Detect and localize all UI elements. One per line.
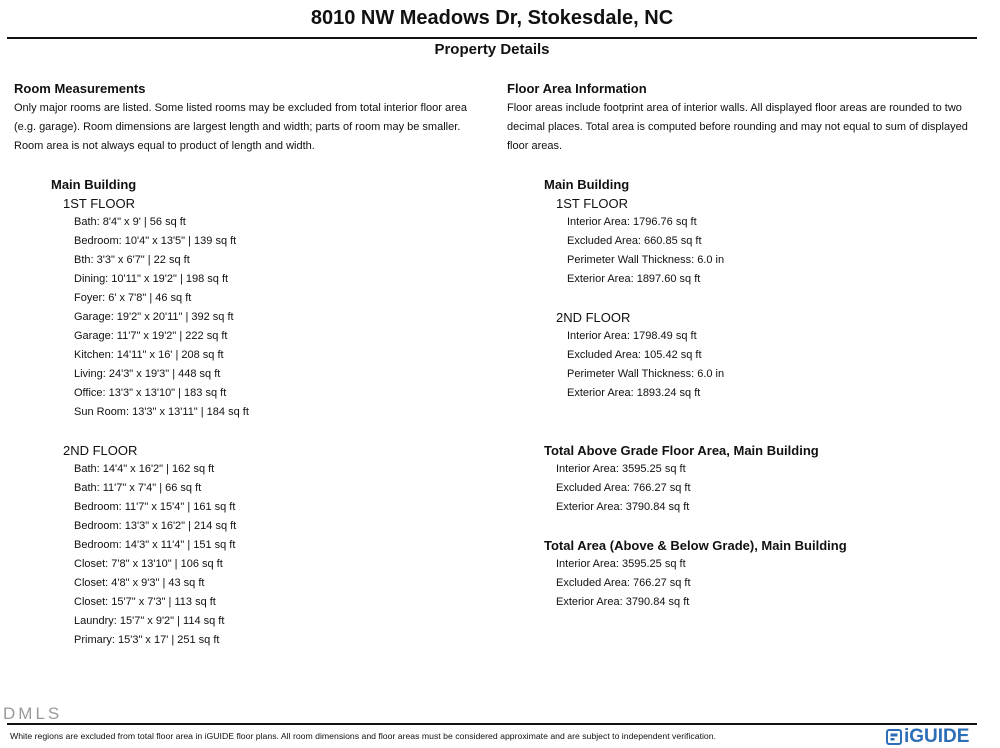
room-item: Primary: 15'3" x 17' | 251 sq ft	[74, 634, 220, 646]
area-item: Interior Area: 1798.49 sq ft	[567, 330, 697, 342]
area-item: Perimeter Wall Thickness: 6.0 in	[567, 254, 725, 266]
iguide-logo	[886, 726, 969, 748]
room-list	[14, 175, 489, 650]
total-heading: Total Above Grade Floor Area, Main Building	[544, 443, 819, 458]
floor-area-list	[507, 175, 982, 612]
total-item: Interior Area: 3595.25 sq ft	[556, 558, 686, 570]
room-item: Dining: 10'11" x 19'2" | 198 sq ft	[74, 273, 229, 285]
spacer	[507, 403, 982, 422]
room-item: Bedroom: 10'4" x 13'5" | 139 sq ft	[74, 235, 237, 247]
intro-line: decimal places. Total area is computed before rounding and may not equal to sum of displayed	[507, 121, 968, 133]
page-subtitle: Property Details	[434, 41, 550, 58]
intro-line: Room area is not always equal to product of length and width.	[14, 140, 315, 152]
intro-line: (e.g. garage). Room dimensions are largest length and width; parts of room may be smaller.	[14, 121, 461, 133]
room-item: Bath: 11'7" x 7'4" | 66 sq ft	[74, 482, 202, 494]
room-item: Office: 13'3" x 13'10" | 183 sq ft	[74, 387, 227, 399]
room-measurements-section	[14, 80, 489, 650]
area-item: Interior Area: 1796.76 sq ft	[567, 216, 697, 228]
room-measurements-intro	[14, 99, 489, 156]
intro-line: floor areas.	[507, 140, 563, 152]
room-item: Sun Room: 13'3" x 13'11" | 184 sq ft	[74, 406, 249, 418]
intro-line: Floor areas include footprint area of interior walls. All displayed floor areas are rounded to two	[507, 102, 962, 114]
floor-name: 2ND FLOOR	[556, 310, 631, 325]
floor-area-heading: Floor Area Information	[507, 81, 647, 96]
area-item: Exterior Area: 1893.24 sq ft	[567, 387, 701, 399]
total-item: Exterior Area: 3790.84 sq ft	[556, 501, 690, 513]
floor-area-intro	[507, 99, 982, 156]
footer-divider	[7, 723, 977, 725]
room-item: Laundry: 15'7" x 9'2" | 114 sq ft	[74, 615, 225, 627]
room-item: Garage: 19'2" x 20'11" | 392 sq ft	[74, 311, 234, 323]
iguide-logo-text: iGUIDE	[904, 726, 970, 747]
floor-name: 1ST FLOOR	[63, 196, 136, 211]
spacer	[507, 422, 982, 441]
room-item: Garage: 11'7" x 19'2" | 222 sq ft	[74, 330, 228, 342]
room-item: Bath: 8'4" x 9' | 56 sq ft	[74, 216, 186, 228]
room-item: Kitchen: 14'11" x 16' | 208 sq ft	[74, 349, 224, 361]
title-divider	[7, 37, 977, 39]
total-item: Exterior Area: 3790.84 sq ft	[556, 596, 690, 608]
spacer	[14, 422, 489, 441]
area-item: Perimeter Wall Thickness: 6.0 in	[567, 368, 725, 380]
floor-name: 1ST FLOOR	[556, 196, 629, 211]
building-name: Main Building	[51, 177, 137, 192]
room-item: Bth: 3'3" x 6'7" | 22 sq ft	[74, 254, 190, 266]
room-item: Closet: 4'8" x 9'3" | 43 sq ft	[74, 577, 205, 589]
spacer	[507, 289, 982, 308]
room-item: Foyer: 6' x 7'8" | 46 sq ft	[74, 292, 192, 304]
room-item: Bedroom: 14'3" x 11'4" | 151 sq ft	[74, 539, 236, 551]
spacer	[507, 517, 982, 536]
building-name: Main Building	[544, 177, 630, 192]
room-item: Bedroom: 11'7" x 15'4" | 161 sq ft	[74, 501, 236, 513]
room-measurements-heading: Room Measurements	[14, 81, 146, 96]
total-item: Excluded Area: 766.27 sq ft	[556, 482, 691, 494]
total-item: Interior Area: 3595.25 sq ft	[556, 463, 686, 475]
total-item: Excluded Area: 766.27 sq ft	[556, 577, 691, 589]
area-item: Exterior Area: 1897.60 sq ft	[567, 273, 701, 285]
area-item: Excluded Area: 105.42 sq ft	[567, 349, 702, 361]
room-item: Living: 24'3" x 19'3" | 448 sq ft	[74, 368, 221, 380]
floor-area-section	[507, 80, 982, 612]
area-item: Excluded Area: 660.85 sq ft	[567, 235, 702, 247]
intro-line: Only major rooms are listed. Some listed rooms may be excluded from total interior floor area	[14, 102, 468, 114]
floor-name: 2ND FLOOR	[63, 443, 138, 458]
dmls-watermark: DMLS	[3, 704, 63, 723]
iguide-logo-icon	[886, 729, 902, 745]
room-item: Closet: 7'8" x 13'10" | 106 sq ft	[74, 558, 223, 570]
footer-disclaimer: White regions are excluded from total floor area in iGUIDE floor plans. All room dimensions and floor areas must be considered approximate and are subject to independent verification.	[10, 731, 716, 741]
page-title: 8010 NW Meadows Dr, Stokesdale, NC	[310, 7, 674, 29]
room-item: Closet: 15'7" x 7'3" | 113 sq ft	[74, 596, 216, 608]
room-item: Bath: 14'4" x 16'2" | 162 sq ft	[74, 463, 215, 475]
total-heading: Total Area (Above & Below Grade), Main Building	[544, 538, 847, 553]
room-item: Bedroom: 13'3" x 16'2" | 214 sq ft	[74, 520, 237, 532]
